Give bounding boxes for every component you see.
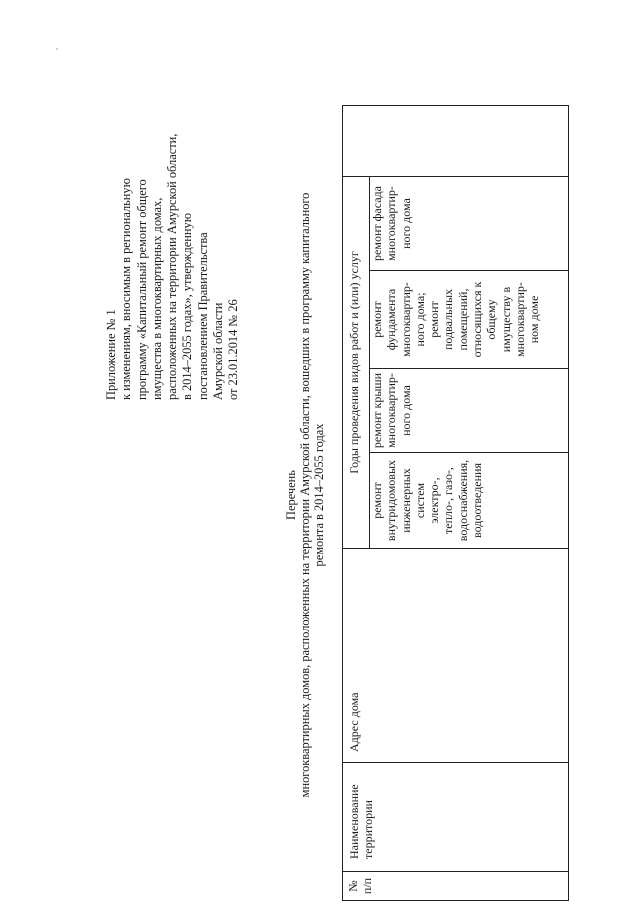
- appendix-line: постановлением Правительства: [195, 232, 210, 400]
- appendix-line: Приложение № 1: [104, 309, 118, 400]
- header-address: Адрес дома: [343, 549, 569, 763]
- header-number: № п/п: [343, 872, 569, 901]
- subheader-roof: ремонт крыши многоквартир- ного дома: [370, 369, 569, 453]
- header-empty-cell: [343, 106, 569, 177]
- appendix-line: расположенных на территории Амурской области,: [165, 133, 180, 400]
- appendix-note: [104, 80, 242, 400]
- header-territory: Наименование территории: [343, 763, 569, 872]
- appendix-line: Амурской области: [211, 302, 226, 400]
- title-line: ремонта в 2014–2055 годах: [312, 423, 327, 567]
- appendix-line: к изменениям, вносимым в региональную: [119, 178, 134, 400]
- title-heading: Перечень: [284, 470, 298, 520]
- document-title: [284, 145, 327, 845]
- appendix-line: имущества в многоквартирных домах,: [149, 197, 164, 400]
- title-line: многоквартирных домов, расположенных на территории Амурской области, вошедших в программу капитального: [298, 192, 313, 798]
- appendix-line: в 2014–2055 годах», утвержденную: [180, 213, 195, 400]
- subheader-facade: ремонт фасада многоквартир- ного дома: [370, 177, 569, 271]
- appendix-line: от 23.01.2014 № 26: [226, 299, 241, 400]
- header-years: Годы проведения видов работ и (или) услуг: [343, 177, 370, 549]
- appendix-line: программу «Капитальный ремонт общего: [134, 179, 149, 400]
- register-table: [342, 105, 569, 901]
- subheader-foundation-basement: ремонт фундамента многоквартир- ного дома; ремонт подвальных помещений, относящихся к общему имуществу в многоквартир- ном доме: [370, 271, 569, 369]
- subheader-engineering-systems: ремонт внутридомовых инженерных систем электро-, тепло-, газо-, водоснабжения, водоотведения: [370, 453, 569, 549]
